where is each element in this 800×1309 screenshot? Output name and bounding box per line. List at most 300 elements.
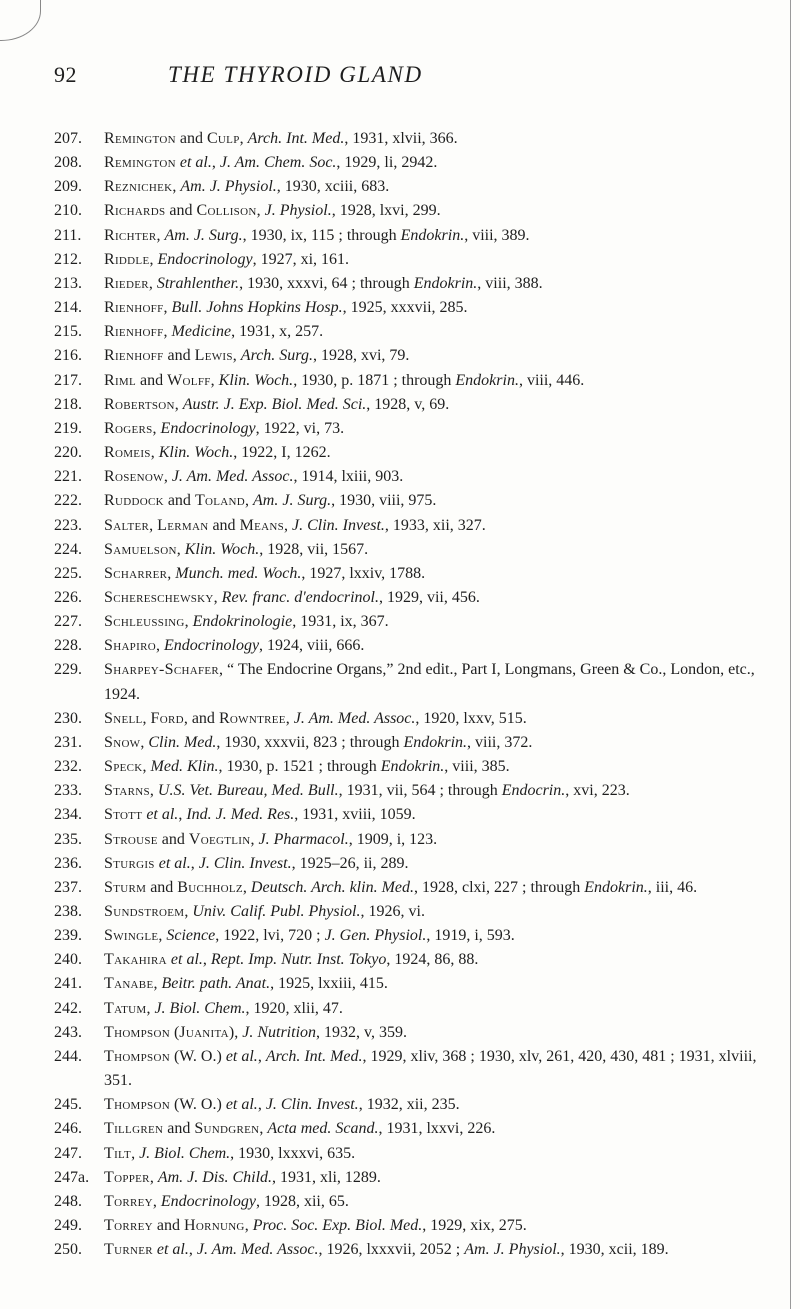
journal-title: Am. J. Dis. Child. bbox=[157, 1168, 273, 1186]
citation-text: , 1924, viii, 666. bbox=[259, 637, 365, 655]
citation-text: , 1927, xi, 161. bbox=[252, 250, 350, 268]
reference-entry bbox=[54, 489, 787, 513]
journal-title: J. Physiol. bbox=[264, 202, 332, 220]
reference-text bbox=[104, 1093, 787, 1117]
journal-title: Endokrin. bbox=[400, 226, 465, 244]
citation-text: , 1925, lxxiii, 415. bbox=[270, 975, 388, 993]
journal-title: J. Am. Med. Assoc. bbox=[293, 709, 416, 727]
reference-number: 232. bbox=[54, 758, 82, 776]
reference-entry bbox=[54, 779, 787, 803]
author-name: Toland bbox=[194, 492, 246, 510]
citation-text: , bbox=[242, 878, 251, 896]
author-name: Buchholz bbox=[177, 878, 243, 896]
journal-title: Arch. Int. Med. bbox=[265, 1047, 363, 1065]
reference-entry bbox=[54, 707, 787, 731]
citation-text: , bbox=[176, 540, 185, 558]
citation-text: , iii, 46. bbox=[647, 878, 698, 896]
reference-number: 234. bbox=[54, 806, 82, 824]
reference-number: 222. bbox=[54, 492, 82, 510]
citation-text: , viii, 388. bbox=[477, 274, 543, 292]
journal-title: Clin. Med. bbox=[148, 733, 217, 751]
journal-title: Am. J. Physiol. bbox=[180, 178, 277, 196]
reference-entry bbox=[54, 1190, 787, 1214]
reference-text bbox=[104, 417, 787, 441]
journal-title: Ind. J. Med. Res. bbox=[186, 806, 295, 824]
citation-text: , 1930, xxxvi, 64 ; through bbox=[239, 274, 414, 292]
reference-text bbox=[104, 320, 787, 344]
reference-text bbox=[104, 369, 787, 393]
reference-text bbox=[104, 1117, 787, 1141]
author-name: Remington bbox=[104, 130, 176, 147]
citation-text: , bbox=[163, 468, 172, 486]
reference-text bbox=[104, 489, 787, 513]
author-name: Sturm bbox=[104, 878, 147, 896]
reference-entry bbox=[54, 1238, 787, 1262]
page-right-edge bbox=[790, 0, 791, 1309]
reference-text bbox=[104, 972, 787, 996]
reference-number: 237. bbox=[54, 878, 82, 896]
journal-title: Endocrinology bbox=[157, 250, 253, 268]
journal-title: J. Gen. Physiol. bbox=[324, 927, 427, 945]
author-name: Torrey bbox=[104, 1192, 153, 1210]
citation-text: and bbox=[208, 516, 240, 534]
author-name: Riml bbox=[104, 371, 137, 389]
reference-number: 216. bbox=[54, 347, 82, 365]
citation-text: , 1930, viii, 975. bbox=[331, 492, 437, 510]
journal-title: Am. J. Physiol. bbox=[464, 1241, 561, 1259]
citation-text: , 1920, xlii, 47. bbox=[245, 999, 343, 1017]
citation-text: , 1931, xli, 1289. bbox=[272, 1168, 381, 1186]
journal-title: J. Am. Chem. Soc. bbox=[219, 154, 337, 172]
reference-entry bbox=[54, 272, 787, 296]
citation-text: , bbox=[232, 347, 241, 365]
author-name: Sharpey-Schafer bbox=[104, 661, 220, 679]
reference-entry bbox=[54, 1166, 787, 1190]
author-name: Thompson bbox=[104, 1047, 170, 1065]
citation-text: , 1926, lxxxvii, 2052 ; bbox=[318, 1241, 465, 1259]
reference-text bbox=[104, 1142, 787, 1166]
citation-text: , bbox=[210, 371, 219, 389]
journal-title: Endocrinology bbox=[160, 419, 256, 437]
running-title: THE THYROID GLAND bbox=[168, 62, 423, 87]
journal-title: Endokrin. bbox=[455, 371, 519, 389]
author-name: Lerman bbox=[157, 516, 209, 534]
citation-text: , bbox=[257, 1047, 266, 1065]
reference-entry bbox=[54, 1117, 787, 1141]
author-name: Remington bbox=[104, 154, 176, 172]
reference-text bbox=[104, 586, 787, 610]
citation-text: , bbox=[140, 733, 149, 751]
citation-text: , 1928, vii, 1567. bbox=[259, 540, 369, 558]
citation-text: , 1932, xii, 235. bbox=[358, 1096, 460, 1114]
reference-text bbox=[104, 272, 787, 296]
journal-title: J. Clin. Invest. bbox=[265, 1096, 359, 1114]
journal-title: J. Pharmacol. bbox=[258, 830, 349, 848]
citation-text: , bbox=[142, 709, 151, 727]
journal-title: et al. bbox=[225, 1047, 258, 1065]
reference-entry bbox=[54, 296, 787, 320]
reference-text bbox=[104, 948, 787, 972]
reference-entry bbox=[54, 852, 787, 876]
reference-entry bbox=[54, 393, 787, 417]
journal-title: J. Am. Med. Assoc. bbox=[171, 468, 294, 486]
journal-title: Endokrin. bbox=[584, 878, 648, 896]
author-name: Juanita bbox=[179, 1023, 229, 1041]
reference-number: 224. bbox=[54, 540, 82, 558]
reference-number: 243. bbox=[54, 1023, 82, 1041]
reference-list bbox=[54, 127, 787, 1262]
citation-text: and bbox=[175, 130, 207, 147]
journal-title: et al. bbox=[170, 951, 203, 969]
author-name: Richards bbox=[104, 202, 166, 220]
journal-title: Acta med. Scand. bbox=[267, 1120, 379, 1138]
citation-text: (W. O.) bbox=[169, 1047, 226, 1065]
citation-text: , 1929, xliv, 368 ; 1930, xlv, 261, 420, 430, 481 ; 1931, xlviii, 351. bbox=[104, 1047, 757, 1090]
reference-entry bbox=[54, 248, 787, 272]
reference-entry bbox=[54, 562, 787, 586]
reference-entry bbox=[54, 803, 787, 827]
reference-number: 227. bbox=[54, 613, 82, 631]
journal-title: Rept. Imp. Nutr. Inst. Tokyo bbox=[210, 951, 387, 969]
reference-text bbox=[104, 731, 787, 755]
citation-text: , bbox=[250, 830, 259, 848]
journal-title: Endocrinology bbox=[163, 637, 260, 655]
reference-text bbox=[104, 755, 787, 779]
reference-number: 242. bbox=[54, 999, 82, 1017]
citation-text: , 1929, xix, 275. bbox=[422, 1217, 527, 1235]
citation-text: , 1932, v, 359. bbox=[316, 1023, 407, 1041]
journal-title: Endokrinologie bbox=[192, 613, 293, 631]
author-name: Tilt bbox=[104, 1144, 132, 1162]
author-name: Tatum bbox=[104, 999, 147, 1017]
journal-title: Endokrin. bbox=[413, 274, 478, 292]
reference-number: 247a. bbox=[54, 1168, 90, 1186]
journal-title: Endocrinology bbox=[160, 1192, 256, 1210]
reference-number: 210. bbox=[54, 202, 82, 220]
author-name: Hornung bbox=[183, 1217, 245, 1235]
citation-text: and bbox=[157, 830, 189, 848]
reference-number: 249. bbox=[54, 1217, 82, 1235]
reference-entry bbox=[54, 320, 787, 344]
author-name: Richter bbox=[104, 226, 157, 244]
reference-text bbox=[104, 1190, 787, 1214]
citation-text: (W. O.) bbox=[169, 1096, 226, 1114]
journal-title: Am. J. Surg. bbox=[253, 492, 332, 510]
reference-entry bbox=[54, 900, 787, 924]
journal-title: et al. bbox=[225, 1096, 258, 1114]
citation-text: , bbox=[256, 202, 265, 220]
reference-text bbox=[104, 852, 787, 876]
citation-text: , 1928, xii, 65. bbox=[255, 1192, 349, 1210]
author-name: Scharrer bbox=[104, 564, 168, 582]
citation-text: , bbox=[239, 130, 248, 147]
citation-text: , bbox=[149, 250, 158, 268]
author-name: Sundstroem bbox=[104, 903, 185, 920]
author-name: Voegtlin bbox=[188, 830, 251, 848]
reference-number: 248. bbox=[54, 1192, 82, 1210]
reference-text bbox=[104, 997, 787, 1021]
reference-text bbox=[104, 344, 787, 368]
citation-text: , bbox=[178, 806, 187, 824]
reference-number: 226. bbox=[54, 588, 82, 606]
citation-text: , bbox=[245, 492, 254, 510]
journal-title: Endokrin. bbox=[380, 758, 445, 776]
reference-entry bbox=[54, 876, 787, 900]
author-name: Speck bbox=[104, 758, 143, 776]
citation-text: , bbox=[190, 854, 199, 872]
journal-title: J. Nutrition bbox=[242, 1023, 317, 1041]
reference-entry bbox=[54, 538, 787, 562]
reference-number: 225. bbox=[54, 564, 82, 582]
author-name: Rowntree bbox=[218, 709, 286, 727]
reference-number: 211. bbox=[54, 226, 82, 244]
reference-entry bbox=[54, 1142, 787, 1166]
journal-title: J. Clin. Invest. bbox=[292, 516, 385, 534]
reference-number: 247. bbox=[54, 1144, 82, 1162]
citation-text: , bbox=[244, 1217, 253, 1235]
reference-text bbox=[104, 514, 787, 538]
reference-text bbox=[104, 876, 787, 900]
citation-text: , 1928, xvi, 79. bbox=[312, 347, 410, 365]
author-name: Starns bbox=[104, 782, 150, 800]
citation-text: , and bbox=[183, 709, 219, 727]
journal-title: Bull. Johns Hopkins Hosp. bbox=[171, 299, 343, 317]
author-name: Ruddock bbox=[104, 492, 164, 510]
page-header bbox=[0, 62, 800, 92]
reference-number: 213. bbox=[54, 274, 82, 292]
reference-text bbox=[104, 248, 787, 272]
reference-text bbox=[104, 296, 787, 320]
journal-title: Am. J. Surg. bbox=[164, 226, 243, 244]
citation-text: , bbox=[174, 395, 183, 413]
journal-title: Klin. Woch. bbox=[184, 540, 260, 558]
journal-title: et al. bbox=[156, 1241, 189, 1259]
reference-text bbox=[104, 199, 787, 223]
citation-text: and bbox=[146, 878, 178, 896]
reference-entry bbox=[54, 972, 787, 996]
journal-title: U.S. Vet. Bureau, Med. Bull. bbox=[157, 782, 339, 800]
author-name: Torrey bbox=[104, 1217, 153, 1235]
journal-title: Klin. Woch. bbox=[158, 444, 234, 462]
author-name: Stott bbox=[104, 806, 143, 824]
journal-title: J. Clin. Invest. bbox=[198, 854, 292, 872]
author-name: Riddle bbox=[104, 250, 150, 268]
author-name: Snell bbox=[104, 709, 143, 727]
citation-text: ), bbox=[228, 1023, 243, 1041]
reference-entry bbox=[54, 441, 787, 465]
reference-entry bbox=[54, 997, 787, 1021]
reference-text bbox=[104, 707, 787, 731]
author-name: Thompson bbox=[104, 1096, 170, 1114]
citation-text: , bbox=[153, 975, 162, 993]
reference-number: 245. bbox=[54, 1096, 82, 1114]
reference-entry bbox=[54, 634, 787, 658]
reference-entry bbox=[54, 175, 787, 199]
reference-number: 208. bbox=[54, 154, 82, 172]
citation-text: , bbox=[259, 1120, 268, 1138]
reference-number: 231. bbox=[54, 733, 82, 751]
reference-text bbox=[104, 441, 787, 465]
reference-entry bbox=[54, 948, 787, 972]
reference-text bbox=[104, 779, 787, 803]
citation-text: , bbox=[149, 516, 158, 534]
citation-text: , 1930, xcii, 189. bbox=[560, 1241, 669, 1259]
author-name: Swingle bbox=[104, 927, 159, 945]
journal-title: Austr. J. Exp. Biol. Med. Sci. bbox=[182, 395, 367, 413]
citation-text: , 1924, 86, 88. bbox=[386, 951, 479, 969]
reference-number: 236. bbox=[54, 854, 82, 872]
citation-text: and bbox=[163, 347, 195, 365]
journal-title: J. Am. Med. Assoc. bbox=[196, 1241, 319, 1259]
reference-text bbox=[104, 924, 787, 948]
reference-text bbox=[104, 151, 787, 175]
citation-text: ( bbox=[169, 1023, 180, 1041]
citation-text: , 1919, i, 593. bbox=[426, 927, 515, 945]
citation-text: , “ The Endocrine Organs,” 2nd edit., Part I, Longmans, Green & Co., London, etc., 1924. bbox=[104, 661, 755, 703]
reference-number: 229. bbox=[54, 661, 82, 679]
journal-title: Rev. franc. d'endocrinol. bbox=[221, 588, 379, 606]
reference-entry bbox=[54, 1214, 787, 1238]
citation-text: , 1909, i, 123. bbox=[348, 830, 438, 848]
reference-entry bbox=[54, 199, 787, 223]
journal-title: Med. Klin. bbox=[150, 758, 219, 776]
author-name: Schleussing bbox=[104, 613, 185, 631]
author-name: Topper bbox=[104, 1168, 150, 1186]
author-name: Lewis bbox=[194, 347, 233, 365]
citation-text: , xvi, 223. bbox=[565, 782, 630, 800]
citation-text: , bbox=[184, 613, 193, 631]
author-name: Shapiro bbox=[104, 637, 156, 655]
reference-number: 230. bbox=[54, 709, 82, 727]
reference-number: 219. bbox=[54, 419, 82, 437]
reference-number: 246. bbox=[54, 1120, 82, 1138]
author-name: Reznichek bbox=[104, 178, 173, 196]
citation-text: , 1928, lxvi, 299. bbox=[331, 202, 441, 220]
author-name: Rienhoff bbox=[104, 347, 164, 365]
citation-text: , 1931, ix, 367. bbox=[292, 613, 389, 631]
citation-text: , bbox=[202, 951, 211, 969]
author-name: Schereschewsky bbox=[104, 588, 214, 606]
reference-text bbox=[104, 224, 787, 248]
reference-entry bbox=[54, 127, 787, 151]
citation-text: , bbox=[163, 323, 172, 341]
author-name: Rogers bbox=[104, 419, 153, 437]
citation-text: , bbox=[131, 1144, 140, 1162]
citation-text: , 1928, v, 69. bbox=[366, 395, 450, 413]
citation-text: , bbox=[156, 226, 165, 244]
citation-text: and bbox=[136, 371, 168, 389]
author-name: Rosenow bbox=[104, 468, 164, 486]
citation-text: , bbox=[188, 1241, 197, 1259]
citation-text: , 1930, ix, 115 ; through bbox=[242, 226, 401, 244]
author-name: Ford bbox=[150, 709, 184, 727]
journal-title: Strahlenther. bbox=[156, 274, 240, 292]
reference-entry bbox=[54, 586, 787, 610]
journal-title: J. Biol. Chem. bbox=[139, 1144, 231, 1162]
citation-text: , 1927, lxxiv, 1788. bbox=[301, 564, 426, 582]
citation-text: , 1931, x, 257. bbox=[231, 323, 324, 341]
reference-text bbox=[104, 900, 787, 924]
author-name: Sundgren bbox=[194, 1120, 260, 1138]
author-name: Turner bbox=[104, 1241, 153, 1259]
reference-number: 238. bbox=[54, 903, 82, 920]
journal-title: Munch. med. Woch. bbox=[175, 564, 302, 582]
reference-entry bbox=[54, 224, 787, 248]
reference-text bbox=[104, 1238, 787, 1262]
journal-title: Arch. Int. Med. bbox=[247, 130, 345, 147]
citation-text: , bbox=[285, 709, 294, 727]
journal-title: Medicine bbox=[171, 323, 232, 341]
reference-text bbox=[104, 175, 787, 199]
citation-text: , viii, 446. bbox=[518, 371, 585, 389]
reference-entry bbox=[54, 658, 787, 706]
citation-text: and bbox=[163, 1120, 195, 1138]
author-name: Takahira bbox=[104, 951, 167, 969]
author-name: Thompson bbox=[104, 1023, 170, 1041]
journal-title: et al. bbox=[179, 154, 212, 172]
citation-text: and bbox=[152, 1217, 184, 1235]
citation-text: , bbox=[284, 516, 293, 534]
citation-text: , 1933, xii, 327. bbox=[384, 516, 486, 534]
reference-entry bbox=[54, 151, 787, 175]
citation-text: , 1925, xxxvii, 285. bbox=[342, 299, 468, 317]
citation-text: , 1931, xlvii, 366. bbox=[344, 130, 458, 147]
citation-text: , bbox=[167, 564, 176, 582]
reference-text bbox=[104, 1214, 787, 1238]
journal-title: J. Biol. Chem. bbox=[154, 999, 246, 1017]
reference-entry bbox=[54, 924, 787, 948]
citation-text: , bbox=[149, 1168, 158, 1186]
journal-title: Beitr. path. Anat. bbox=[161, 975, 271, 993]
reference-entry bbox=[54, 828, 787, 852]
reference-entry bbox=[54, 465, 787, 489]
reference-entry bbox=[54, 755, 787, 779]
author-name: Salter bbox=[104, 516, 150, 534]
reference-entry bbox=[54, 731, 787, 755]
citation-text: , 1925–26, ii, 289. bbox=[291, 854, 409, 872]
reference-number: 233. bbox=[54, 782, 82, 800]
citation-text: , bbox=[163, 299, 172, 317]
reference-entry bbox=[54, 1045, 787, 1093]
reference-text bbox=[104, 658, 787, 706]
citation-text: , 1929, li, 2942. bbox=[336, 154, 438, 172]
citation-text: , bbox=[150, 444, 159, 462]
citation-text: , 1930, lxxxvi, 635. bbox=[230, 1144, 356, 1162]
reference-number: 244. bbox=[54, 1047, 82, 1065]
citation-text: , bbox=[152, 419, 161, 437]
reference-text bbox=[104, 1045, 787, 1093]
citation-text: , 1931, lxxvi, 226. bbox=[378, 1120, 496, 1138]
reference-number: 207. bbox=[54, 130, 82, 147]
citation-text: , 1930, xciii, 683. bbox=[276, 178, 390, 196]
author-name: Romeis bbox=[104, 444, 151, 462]
journal-title: Klin. Woch. bbox=[218, 371, 294, 389]
reference-number: 228. bbox=[54, 637, 82, 655]
citation-text: , bbox=[158, 927, 167, 945]
citation-text: , bbox=[184, 903, 193, 920]
citation-text: , 1922, vi, 73. bbox=[255, 419, 345, 437]
author-name: Sturgis bbox=[104, 854, 155, 872]
citation-text: , bbox=[172, 178, 181, 196]
author-name: Rieder bbox=[104, 274, 149, 292]
citation-text: , bbox=[149, 782, 158, 800]
citation-text: , bbox=[257, 1096, 266, 1114]
reference-text bbox=[104, 1166, 787, 1190]
reference-entry bbox=[54, 610, 787, 634]
reference-entry bbox=[54, 1093, 787, 1117]
citation-text: , 1922, lvi, 720 ; bbox=[215, 927, 325, 945]
citation-text: , bbox=[148, 274, 157, 292]
